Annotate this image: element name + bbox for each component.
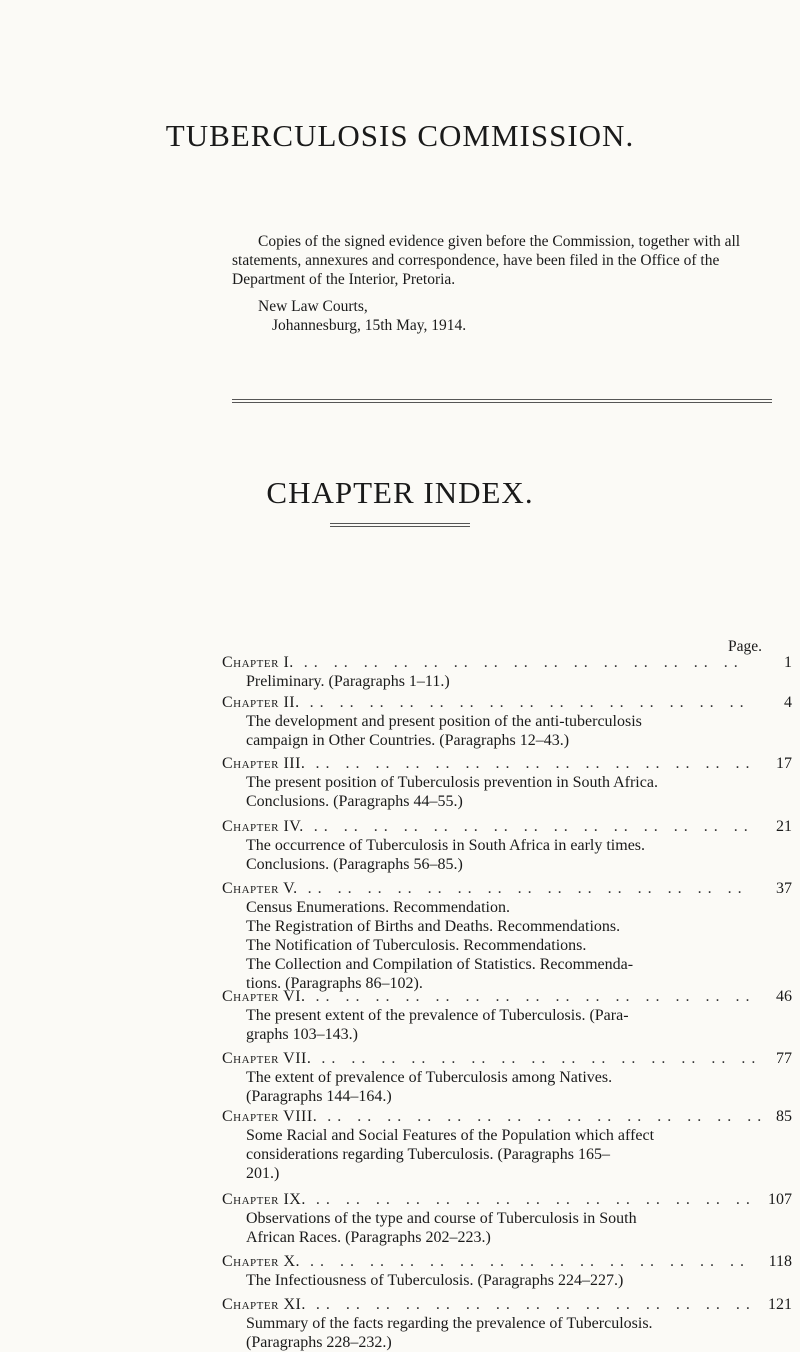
chapter-page-number: 21	[772, 817, 792, 836]
chapter-description	[222, 836, 792, 874]
chapter-description-line: Conclusions. (Paragraphs 56–85.)	[246, 856, 463, 873]
leader-dots: .. .. .. .. .. .. .. .. .. .. .. .. .. .. ..	[321, 1050, 762, 1067]
chapter-heading	[222, 879, 792, 898]
chapter-label: Chapter VII.	[222, 1050, 312, 1067]
chapter-description-line: Conclusions. (Paragraphs 44–55.)	[246, 793, 463, 810]
leader-dots: .. .. .. .. .. .. .. .. .. .. .. .. .. .. ..	[303, 654, 744, 671]
chapter-page-number: 46	[772, 987, 792, 1006]
chapter-heading	[222, 1049, 792, 1068]
chapter-heading	[222, 653, 792, 672]
chapter-description-line: The Registration of Births and Deaths. Recommendations.	[246, 918, 621, 935]
chapter-heading	[222, 1252, 792, 1271]
chapter-label: Chapter I.	[222, 654, 294, 671]
chapter-page-number: 1	[780, 653, 792, 672]
chapter-entry	[222, 693, 792, 750]
chapter-label: Chapter III.	[222, 755, 306, 772]
chapter-entry	[222, 1190, 792, 1247]
chapter-description-line: 201.)	[246, 1165, 280, 1182]
chapter-description-line: The Collection and Compilation of Statistics. Recommenda-	[246, 956, 634, 973]
chapter-description-line: The Infectiousness of Tuberculosis. (Paragraphs 224–227.)	[246, 1272, 624, 1289]
chapter-label: Chapter IX.	[222, 1191, 306, 1208]
leader-dots: .. .. .. .. .. .. .. .. .. .. .. .. .. .. ..	[315, 1191, 756, 1208]
chapter-entry	[222, 1049, 792, 1106]
chapter-page-number: 17	[772, 754, 792, 773]
chapter-heading	[222, 817, 792, 836]
chapter-entry	[222, 653, 792, 691]
chapter-description-line: Observations of the type and course of Tuberculosis in South	[246, 1210, 637, 1227]
page-title: TUBERCULOSIS COMMISSION.	[165, 118, 635, 153]
chapter-description-line: The development and present position of the anti-tuberculosis	[246, 713, 642, 730]
chapter-description	[222, 1209, 792, 1247]
chapter-description-line: Summary of the facts regarding the prevalence of Tuberculosis.	[246, 1315, 653, 1332]
chapter-description-line: (Paragraphs 144–164.)	[246, 1088, 392, 1105]
chapter-description-line: (Paragraphs 228–232.)	[246, 1334, 392, 1351]
chapter-description-line: tions. (Paragraphs 86–102).	[246, 975, 423, 992]
chapter-description-line: The Notification of Tuberculosis. Recommendations.	[246, 937, 587, 954]
chapter-page-number: 107	[764, 1190, 792, 1209]
chapter-entry	[222, 1295, 792, 1352]
chapter-label: Chapter X.	[222, 1253, 301, 1270]
chapter-heading	[222, 987, 792, 1006]
chapter-page-number: 77	[772, 1049, 792, 1068]
chapter-description-line: The present extent of the prevalence of Tuberculosis. (Para-	[246, 1007, 629, 1024]
place-line-2: Johannesburg, 15th May, 1914.	[272, 317, 467, 334]
chapter-description-line: The present position of Tuberculosis prevention in South Africa.	[246, 774, 658, 791]
index-underline	[330, 523, 470, 524]
chapter-description-line: Census Enumerations. Recommendation.	[246, 899, 510, 916]
chapter-label: Chapter V.	[222, 880, 298, 897]
page-column-header: Page.	[728, 638, 763, 655]
chapter-description-line: The extent of prevalence of Tuberculosis among Natives.	[246, 1069, 613, 1086]
chapter-entry	[222, 879, 792, 993]
leader-dots: .. .. .. .. .. .. .. .. .. .. .. .. .. .. ..	[313, 818, 754, 835]
chapter-description	[222, 1314, 792, 1352]
chapter-description	[222, 773, 792, 811]
chapter-page-number: 121	[764, 1295, 792, 1314]
chapter-heading	[222, 1295, 792, 1314]
chapter-heading	[222, 693, 792, 712]
chapter-heading	[222, 1107, 792, 1126]
chapter-description	[222, 712, 792, 750]
index-underline-2	[330, 526, 470, 527]
chapter-description-line: African Races. (Paragraphs 202–223.)	[246, 1229, 491, 1246]
chapter-label: Chapter VI.	[222, 988, 306, 1005]
chapter-heading	[222, 754, 792, 773]
chapter-page-number: 85	[772, 1107, 792, 1126]
chapter-description-line: campaign in Other Countries. (Paragraphs 12–43.)	[246, 732, 570, 749]
chapter-description	[222, 1006, 792, 1044]
leader-dots: .. .. .. .. .. .. .. .. .. .. .. .. .. .. ..	[310, 1253, 751, 1270]
chapter-entry	[222, 1107, 792, 1183]
chapter-description-line: graphs 103–143.)	[246, 1026, 358, 1043]
chapter-page-number: 118	[765, 1252, 792, 1271]
chapter-description-line: The occurrence of Tuberculosis in South Africa in early times.	[246, 837, 646, 854]
chapter-page-number: 37	[772, 879, 792, 898]
place-date	[258, 297, 466, 335]
chapter-page-number: 4	[780, 693, 792, 712]
chapter-description	[222, 1068, 792, 1106]
chapter-description	[222, 898, 792, 993]
leader-dots: .. .. .. .. .. .. .. .. .. .. .. .. .. .. ..	[307, 880, 748, 897]
chapter-entry	[222, 817, 792, 874]
index-title: CHAPTER INDEX.	[266, 475, 534, 510]
intro-text: Copies of the signed evidence given before the Commission, together with all statements, annexures and correspondence, have been filed in the Office of the Department of the Interior, Pretoria.	[232, 233, 741, 288]
chapter-description-line: considerations regarding Tuberculosis. (Paragraphs 165–	[246, 1146, 610, 1163]
chapter-description	[222, 1271, 792, 1290]
chapter-entry	[222, 987, 792, 1044]
divider-rule	[232, 399, 772, 400]
chapter-label: Chapter II.	[222, 694, 300, 711]
chapter-entry	[222, 754, 792, 811]
chapter-description-line: Preliminary. (Paragraphs 1–11.)	[246, 673, 450, 690]
intro-paragraph	[232, 232, 772, 289]
leader-dots: .. .. .. .. .. .. .. .. .. .. .. .. .. .. ..	[309, 694, 750, 711]
chapter-heading	[222, 1190, 792, 1209]
divider-rule-2	[232, 402, 772, 403]
leader-dots: .. .. .. .. .. .. .. .. .. .. .. .. .. .. ..	[315, 988, 756, 1005]
chapter-description	[222, 1126, 792, 1183]
leader-dots: .. .. .. .. .. .. .. .. .. .. .. .. .. .. ..	[315, 755, 756, 772]
chapter-description	[222, 672, 792, 691]
chapter-label: Chapter VIII.	[222, 1108, 318, 1125]
chapter-label: Chapter IV.	[222, 818, 304, 835]
chapter-entry	[222, 1252, 792, 1290]
place-line-1: New Law Courts,	[258, 298, 368, 315]
chapter-description-line: Some Racial and Social Features of the Population which affect	[246, 1127, 655, 1144]
chapter-label: Chapter XI.	[222, 1296, 306, 1313]
leader-dots: .. .. .. .. .. .. .. .. .. .. .. .. .. .. ..	[315, 1296, 756, 1313]
leader-dots: .. .. .. .. .. .. .. .. .. .. .. .. .. .. ..	[327, 1108, 768, 1125]
